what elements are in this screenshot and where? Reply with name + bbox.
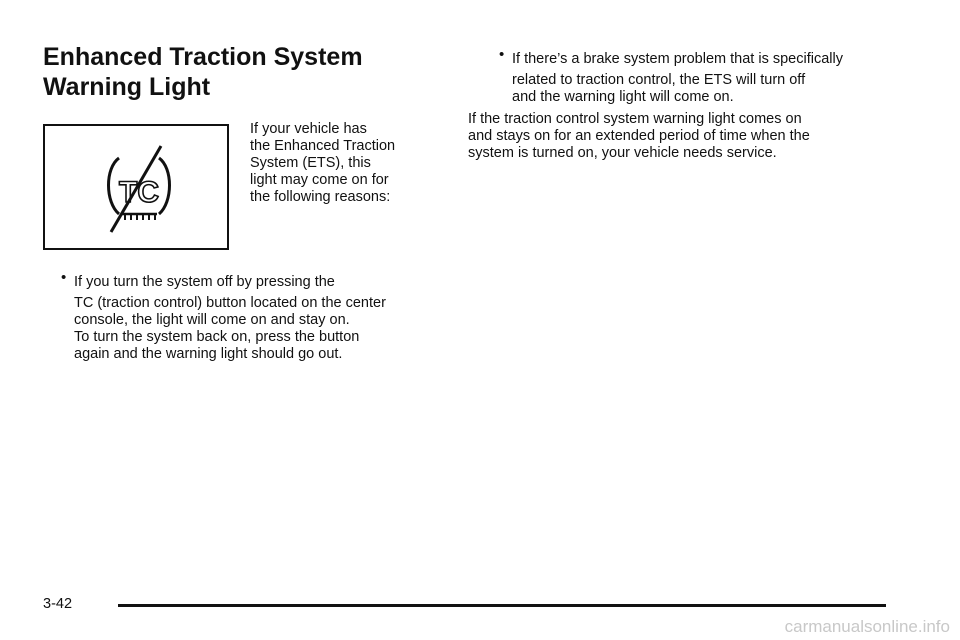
watermark-logo: carmanualsonline.info (784, 617, 950, 636)
intro-line: the following reasons: (250, 189, 391, 205)
page-number: 3-42 (43, 596, 73, 612)
footer-rule (118, 604, 886, 607)
service-paragraph (468, 111, 888, 162)
paragraph-line: system is turned on, your vehicle needs service. (468, 145, 777, 161)
intro-text (250, 121, 450, 206)
bullet-line: and the warning light will come on. (512, 89, 734, 105)
bullet-dot: • (499, 46, 505, 63)
intro-line: If your vehicle has (250, 121, 367, 137)
tc-warning-icon (103, 144, 175, 234)
bullet-line: console, the light will come on and stay on. (74, 312, 350, 328)
title-line-2: Warning Light (43, 73, 211, 101)
paragraph-line: If the traction control system warning light comes on (468, 111, 802, 127)
title-line-1: Enhanced Traction System (43, 43, 363, 71)
bullet-line: To turn the system back on, press the button (74, 329, 360, 345)
tc-icon-label: TC (119, 176, 159, 209)
bullet-line: related to traction control, the ETS will turn off (512, 72, 806, 88)
page-title (43, 42, 363, 102)
intro-line: the Enhanced Traction (250, 138, 396, 154)
paragraph-line: and stays on for an extended period of time when the (468, 128, 810, 144)
bullet-dot: • (61, 269, 67, 286)
bullet-item (499, 46, 912, 106)
warning-icon-frame (43, 124, 229, 250)
bullet-line: If you turn the system off by pressing the (74, 274, 335, 290)
bullet-line: again and the warning light should go out. (74, 346, 343, 362)
bullet-line: TC (traction control) button located on the center (74, 295, 386, 311)
bullet-item (61, 269, 444, 363)
bullet-line: If there’s a brake system problem that is specifically (512, 51, 843, 67)
intro-line: System (ETS), this (250, 155, 371, 171)
intro-line: light may come on for (250, 172, 389, 188)
